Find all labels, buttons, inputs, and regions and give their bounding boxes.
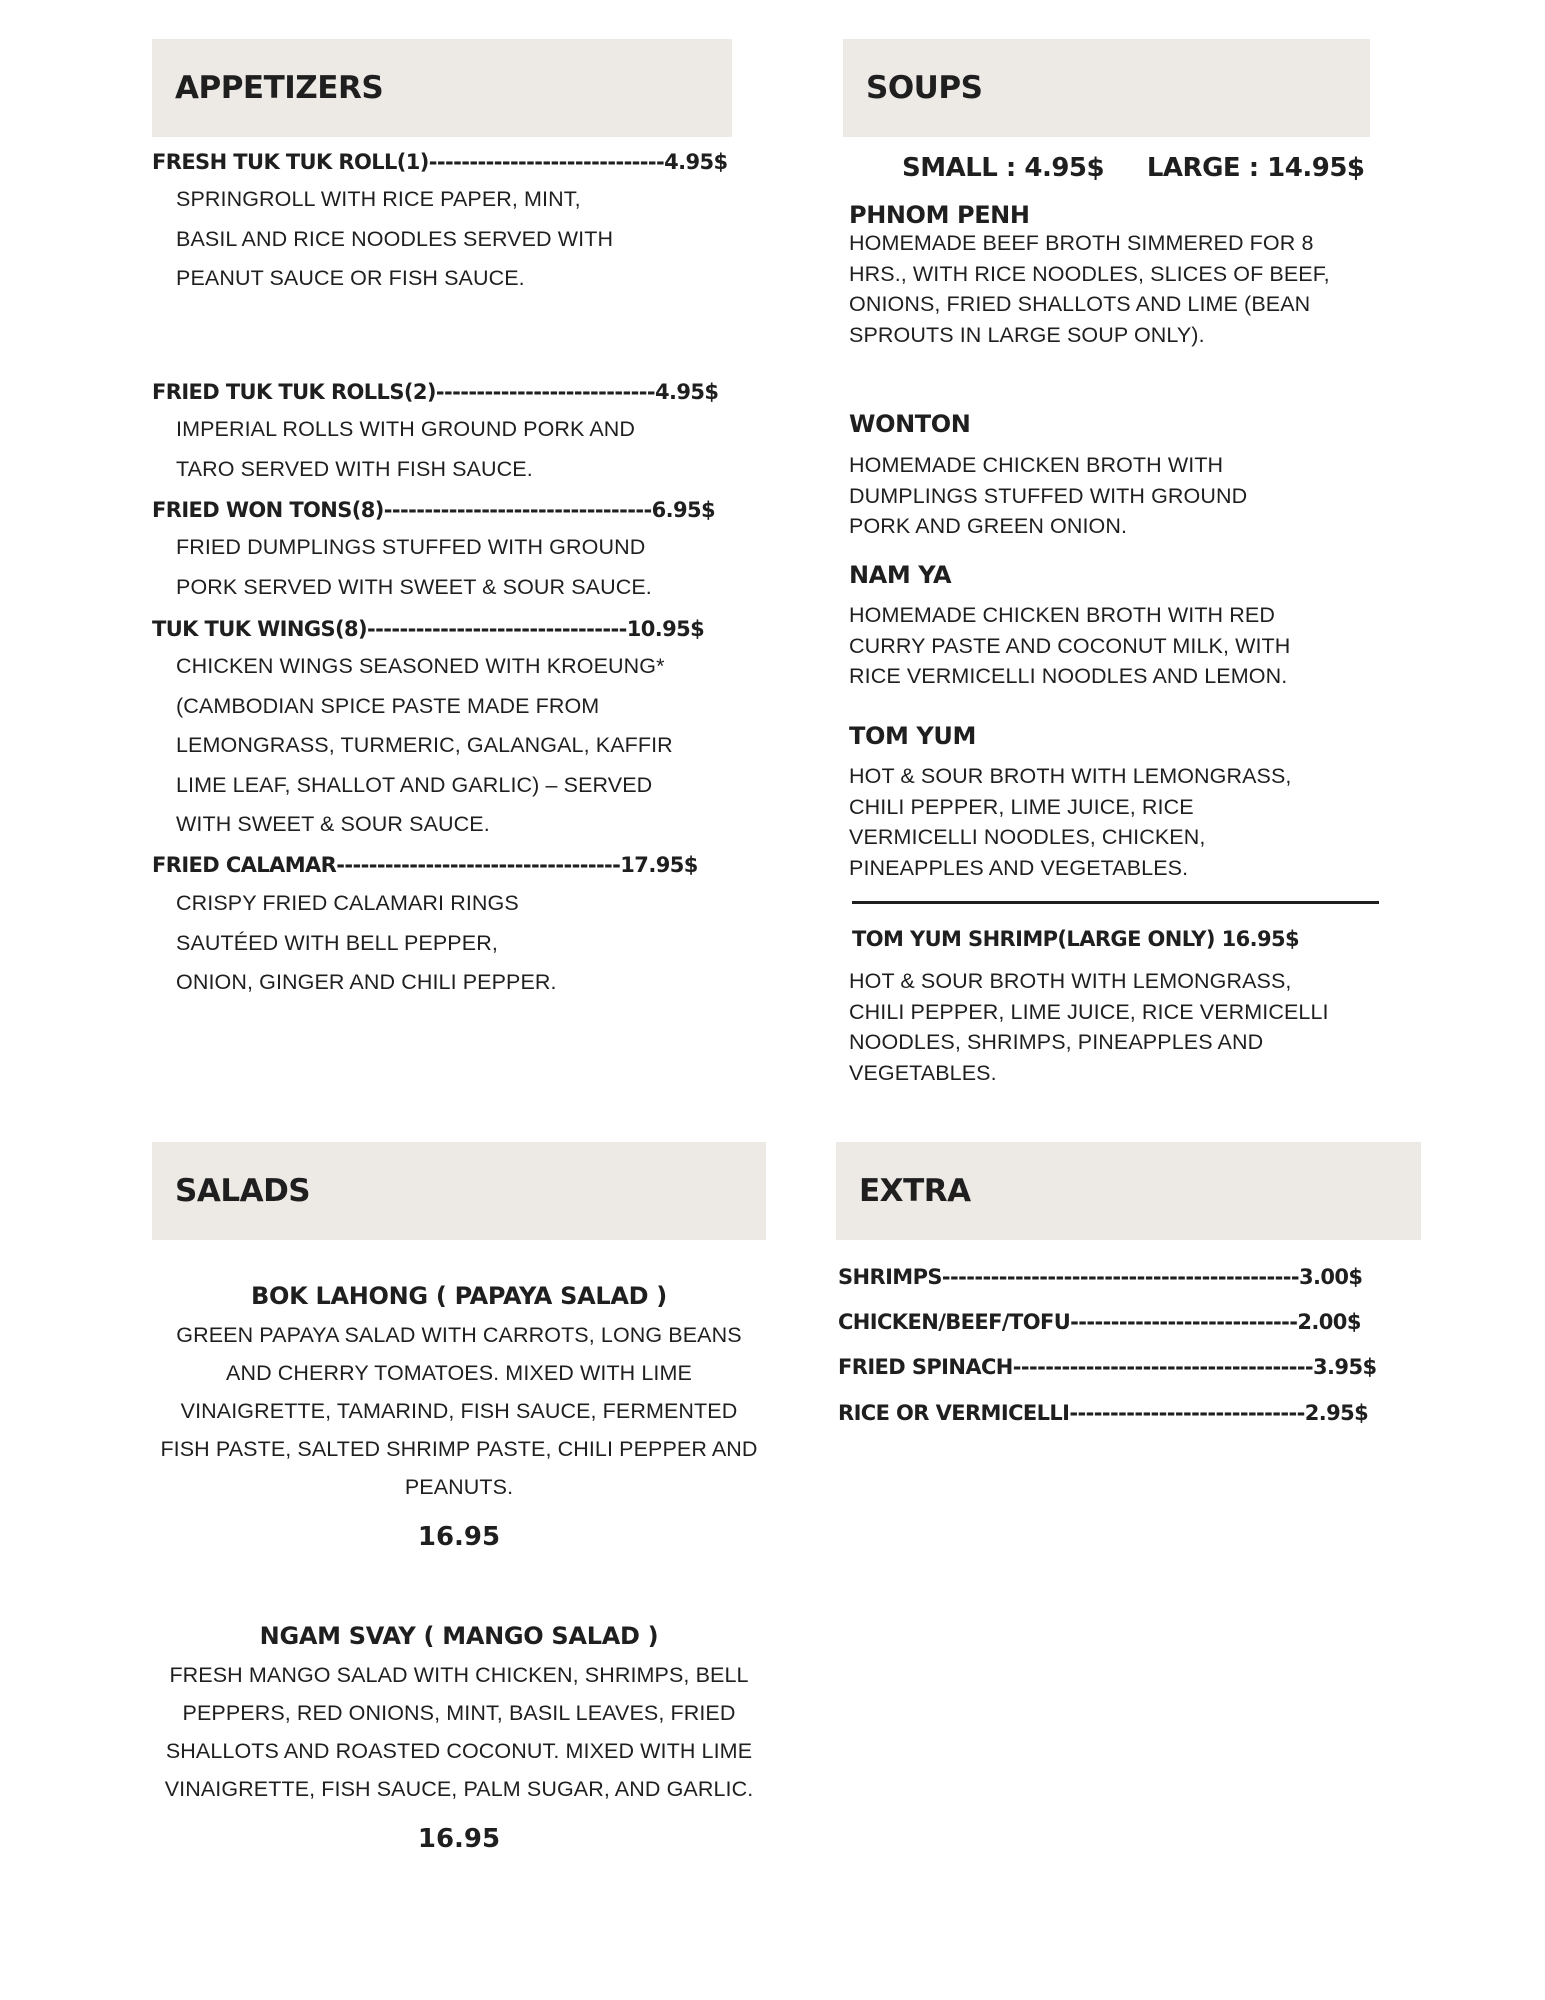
appetizer-description: SPRINGROLL WITH RICE PAPER, MINT, BASIL AND RICE NOODLES SERVED WITH PEANUT SAUCE OR FISH SAUCE. <box>176 187 614 290</box>
extra-item: SHRIMPS--------------------------------------------3.00$ <box>838 1265 1363 1289</box>
soup-title: TOM YUM <box>849 722 976 750</box>
appetizers-heading: APPETIZERS <box>152 39 732 137</box>
soup-title: PHNOM PENH <box>849 201 1030 229</box>
appetizer-title: FRIED WON TONS(8)---------------------------------6.95$ <box>152 498 716 522</box>
soup-title: WONTON <box>849 410 971 438</box>
appetizer-title: FRESH TUK TUK ROLL(1)-----------------------------4.95$ <box>152 150 728 174</box>
extra-heading: EXTRA <box>836 1142 1421 1240</box>
soup-description: HOT & SOUR BROTH WITH LEMONGRASS, CHILI PEPPER, LIME JUICE, RICE VERMICELLI NOODLES, SHRIMPS, PINEAPPLES AND VEGETABLES. <box>849 969 1329 1085</box>
soup-size-prices: SMALL : 4.95$ LARGE : 14.95$ <box>902 153 1365 183</box>
appetizer-description: FRIED DUMPLINGS STUFFED WITH GROUND PORK SERVED WITH SWEET & SOUR SAUCE. <box>176 535 652 599</box>
appetizer-title: FRIED CALAMAR-----------------------------------17.95$ <box>152 853 698 877</box>
soup-description: HOT & SOUR BROTH WITH LEMONGRASS, CHILI PEPPER, LIME JUICE, RICE VERMICELLI NOODLES, CHICKEN, PINEAPPLES AND VEGETABLES. <box>849 764 1292 880</box>
soup-description: HOMEMADE CHICKEN BROTH WITH DUMPLINGS STUFFED WITH GROUND PORK AND GREEN ONION. <box>849 453 1248 538</box>
extra-item: CHICKEN/BEEF/TOFU----------------------------2.00$ <box>838 1310 1361 1334</box>
appetizer-title: TUK TUK WINGS(8)--------------------------------10.95$ <box>152 617 705 641</box>
salads-heading: SALADS <box>152 1142 766 1240</box>
appetizer-title: FRIED TUK TUK ROLLS(2)---------------------------4.95$ <box>152 380 719 404</box>
soup-title: NAM YA <box>849 561 952 589</box>
salad-title: NGAM SVAY ( MANGO SALAD ) <box>259 1622 659 1650</box>
soups-heading: SOUPS <box>843 39 1370 137</box>
appetizer-description: IMPERIAL ROLLS WITH GROUND PORK AND TARO SERVED WITH FISH SAUCE. <box>176 417 636 481</box>
soup-title: TOM YUM SHRIMP(LARGE ONLY) 16.95$ <box>852 927 1300 951</box>
salad-price: 16.95 <box>417 1824 501 1854</box>
salad-title: BOK LAHONG ( PAPAYA SALAD ) <box>251 1282 667 1310</box>
section-divider <box>852 901 1379 904</box>
appetizer-description: CHICKEN WINGS SEASONED WITH KROEUNG* (CAMBODIAN SPICE PASTE MADE FROM LEMONGRASS, TURMERIC, GALANGAL, KAFFIR LIME LEAF, SHALLOT AND GARLIC) – SERVED WITH SWEET & SOUR SAUCE. <box>176 654 673 836</box>
salad-price: 16.95 <box>417 1522 501 1552</box>
extra-item: RICE OR VERMICELLI-----------------------------2.95$ <box>838 1401 1369 1425</box>
extra-item: FRIED SPINACH-------------------------------------3.95$ <box>838 1355 1377 1379</box>
soup-description: HOMEMADE BEEF BROTH SIMMERED FOR 8 HRS., WITH RICE NOODLES, SLICES OF BEEF, ONIONS, FRIED SHALLOTS AND LIME (BEAN SPROUTS IN LARGE SOUP ONLY). <box>849 231 1330 347</box>
salad-description: GREEN PAPAYA SALAD WITH CARROTS, LONG BEANS AND CHERRY TOMATOES. MIXED WITH LIME VINAIGRETTE, TAMARIND, FISH SAUCE, FERMENTED FISH PASTE, SALTED SHRIMP PASTE, CHILI PEPPER AND PEANUTS. <box>160 1323 758 1499</box>
soup-description: HOMEMADE CHICKEN BROTH WITH RED CURRY PASTE AND COCONUT MILK, WITH RICE VERMICELLI NOODLES AND LEMON. <box>849 603 1291 688</box>
appetizer-description: CRISPY FRIED CALAMARI RINGS SAUTÉED WITH BELL PEPPER, ONION, GINGER AND CHILI PEPPER. <box>176 891 557 994</box>
salad-description: FRESH MANGO SALAD WITH CHICKEN, SHRIMPS, BELL PEPPERS, RED ONIONS, MINT, BASIL LEAVES, FRIED SHALLOTS AND ROASTED COCONUT. MIXED WITH LIME VINAIGRETTE, FISH SAUCE, PALM SUGAR, AND GARLIC. <box>164 1663 754 1801</box>
